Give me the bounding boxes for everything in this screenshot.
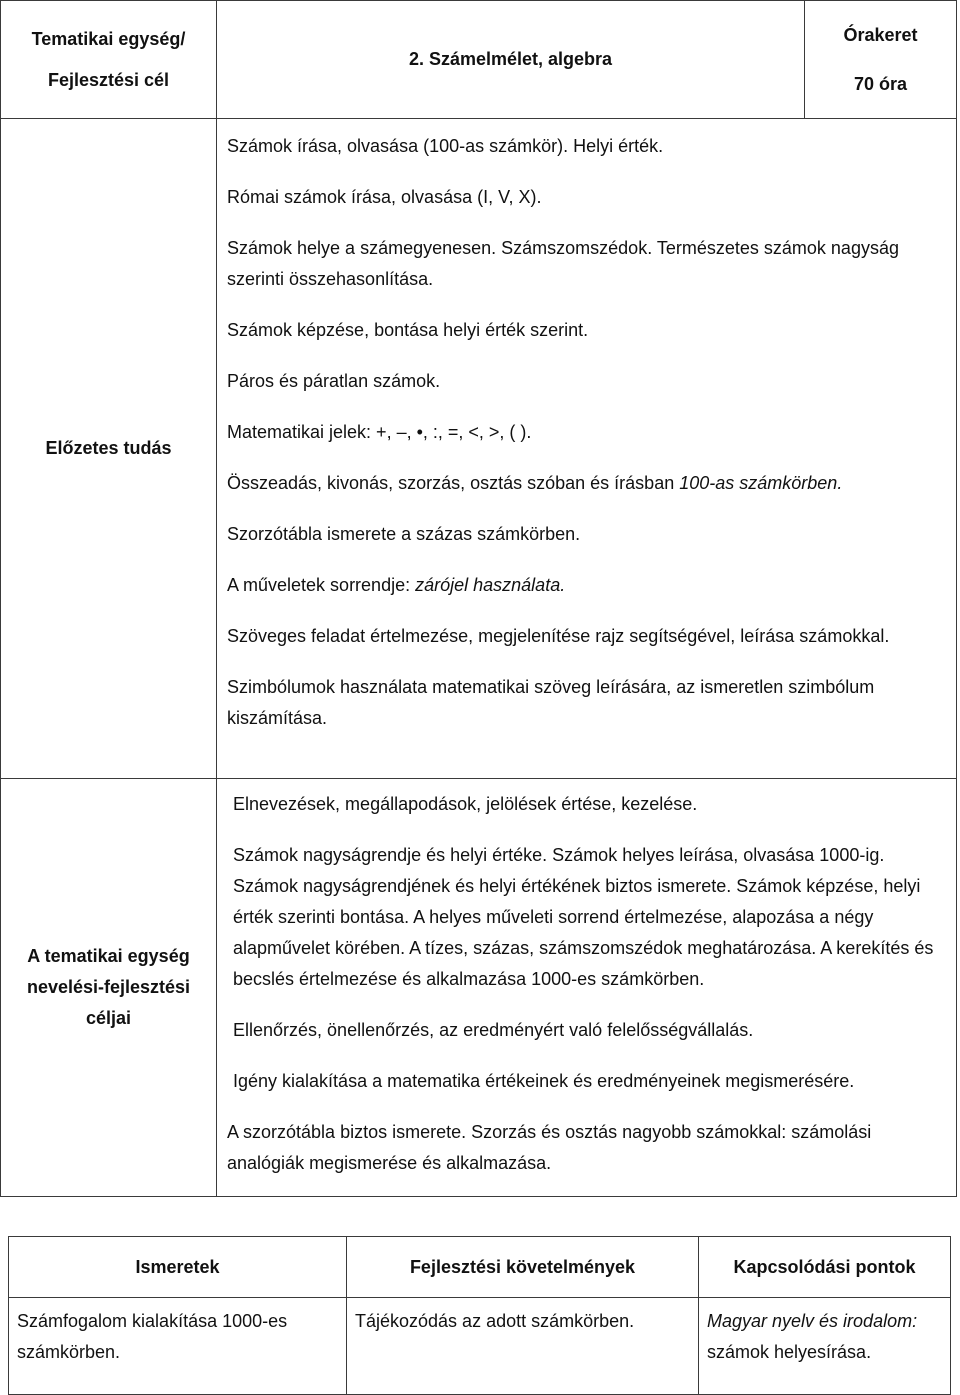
goal-item: Számok nagyságrendje és helyi értéke. Számok helyes leírása, olvasása 1000-ig. Számok nagyságrendjének és helyi értékének biztos ismerete. Számok képzése, helyi érték szerinti bontása. A helyes műveleti sorrend értelmezése, alapozása a négy alapművelet körében. A tízes, százas, számszomszédok meghatározása. A kerekítés és becslés értelmezése és alkalmazása 1000-es számkörben. (233, 845, 934, 989)
unit-title: 2. Számelmélet, algebra (217, 1, 805, 119)
prior-item (227, 570, 946, 601)
header-row (1, 1, 957, 119)
knowledge-cell: Számfogalom kialakítása 1000-es számkörben. (9, 1298, 347, 1395)
col-header-requirements: Fejlesztési követelmények (347, 1237, 699, 1298)
content-header-row (9, 1237, 951, 1298)
prior-item: Római számok írása, olvasása (I, V, X). (227, 187, 542, 207)
connection-subject: Magyar nyelv és irodalom: (707, 1311, 918, 1331)
goals-label-cell (1, 779, 217, 1197)
goal-item: Ellenőrzés, önellenőrzés, az eredményért való felelősségvállalás. (233, 1020, 754, 1040)
prior-item: Matematikai jelek: +, –, •, :, =, <, >, ( ). (227, 422, 532, 442)
goals-label (1, 941, 216, 1034)
content-table (8, 1236, 951, 1395)
prior-item-text: A műveletek sorrendje: (227, 575, 411, 595)
unit-label-line2: Fejlesztési cél (47, 69, 170, 90)
connections-cell (699, 1298, 951, 1395)
prior-item: Páros és páratlan számok. (227, 371, 441, 391)
prior-knowledge-row (1, 119, 957, 779)
goal-item: Igény kialakítása a matematika értékeinek és eredményeinek megismerésére. (233, 1071, 855, 1091)
content-row (9, 1298, 951, 1395)
goals-label-line3: céljai (85, 1008, 132, 1028)
requirements-cell: Tájékozódás az adott számkörben. (347, 1298, 699, 1395)
goals-label-line1: A tematikai egység (27, 946, 190, 966)
connection-topic: számok helyesírása. (707, 1342, 872, 1362)
goal-item: Elnevezések, megállapodások, jelölések értése, kezelése. (233, 794, 698, 814)
goal-item: A szorzótábla biztos ismerete. Szorzás és osztás nagyobb számokkal: számolási analógiák megismerése és alkalmazása. (227, 1122, 872, 1173)
goals-row (1, 779, 957, 1197)
goals-content (217, 779, 957, 1197)
prior-knowledge-label-cell (1, 119, 217, 779)
prior-item: Számok képzése, bontása helyi érték szerint. (227, 320, 589, 340)
time-frame-value: 70 óra (853, 73, 908, 94)
prior-item-text: Összeadás, kivonás, szorzás, osztás szóban és írásban (227, 473, 675, 493)
prior-item (227, 468, 946, 499)
col-header-connections: Kapcsolódási pontok (699, 1237, 951, 1298)
time-frame-label: Órakeret (843, 24, 918, 45)
col-header-knowledge: Ismeretek (9, 1237, 347, 1298)
prior-item: Számok helye a számegyenesen. Számszomszédok. Természetes számok nagyság szerinti összehasonlítása. (227, 238, 899, 289)
prior-item: Szöveges feladat értelmezése, megjelenítése rajz segítségével, leírása számokkal. (227, 626, 890, 646)
prior-item-italic: zárójel használata. (415, 575, 566, 595)
unit-label-cell (1, 1, 217, 119)
goals-label-line2: nevelési-fejlesztési (26, 977, 191, 997)
unit-label-line1: Tematikai egység/ (31, 28, 186, 49)
prior-item-italic: 100-as számkörben. (679, 473, 843, 493)
prior-item: Szimbólumok használata matematikai szöveg leírására, az ismeretlen szimbólum kiszámítása. (227, 677, 875, 728)
prior-item: Számok írása, olvasása (100-as számkör). Helyi érték. (227, 136, 664, 156)
time-frame-cell (805, 1, 957, 119)
prior-knowledge-label: Előzetes tudás (45, 438, 172, 458)
prior-item: Szorzótábla ismerete a százas számkörben. (227, 524, 581, 544)
prior-knowledge-content (217, 119, 957, 779)
